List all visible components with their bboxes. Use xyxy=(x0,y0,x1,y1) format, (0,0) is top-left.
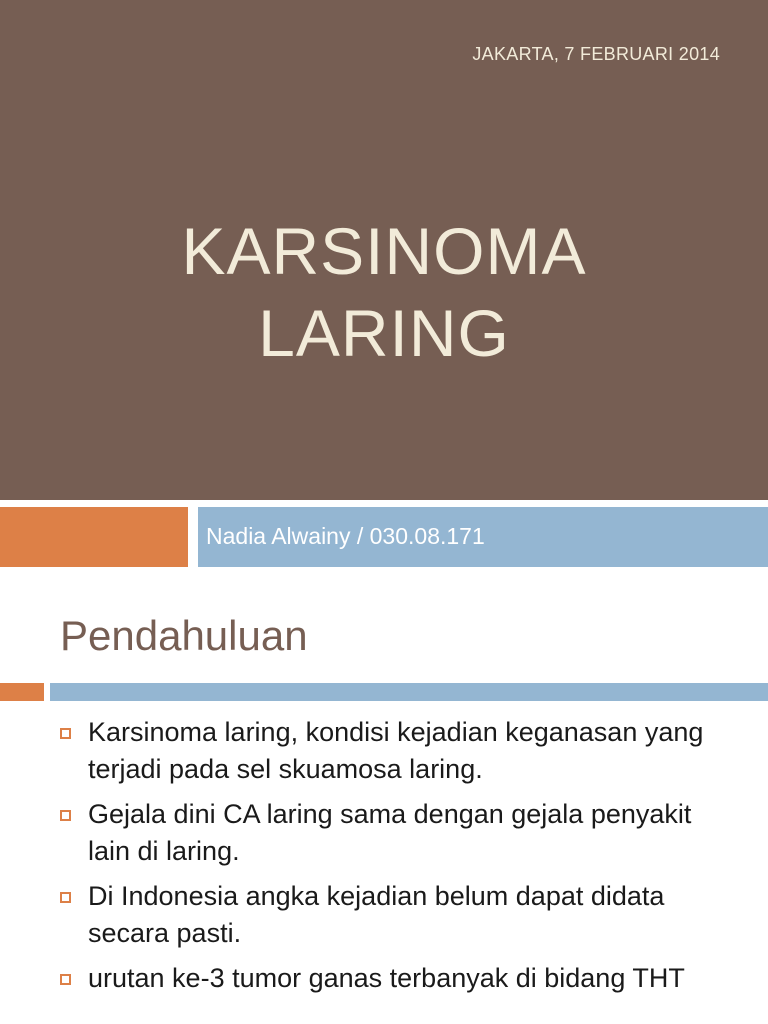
hollow-square-bullet-icon xyxy=(60,892,71,903)
bullet-text: Gejala dini CA laring sama dengan gejala penyakit lain di laring. xyxy=(88,799,692,866)
author-band xyxy=(198,507,768,567)
section-heading: Pendahuluan xyxy=(60,612,308,659)
bullet-item xyxy=(60,960,740,997)
title-line-1: KARSINOMA xyxy=(181,214,587,288)
hollow-square-bullet-icon xyxy=(60,810,71,821)
title-line-2: LARING xyxy=(258,296,510,370)
hollow-square-bullet-icon xyxy=(60,728,71,739)
presentation-title xyxy=(0,210,768,374)
blue-divider-bar xyxy=(50,683,768,701)
bullet-list xyxy=(60,714,740,1005)
bullet-item xyxy=(60,714,740,788)
orange-divider-bar xyxy=(0,683,44,701)
orange-accent-band xyxy=(0,507,188,567)
bullet-item xyxy=(60,878,740,952)
hollow-square-bullet-icon xyxy=(60,974,71,985)
bullet-text: urutan ke-3 tumor ganas terbanyak di bidang THT xyxy=(88,963,685,993)
title-slide xyxy=(0,0,768,500)
author-name: Nadia Alwainy / 030.08.171 xyxy=(206,523,485,549)
bullet-text: Di Indonesia angka kejadian belum dapat didata secara pasti. xyxy=(88,881,665,948)
bullet-item xyxy=(60,796,740,870)
bullet-text: Karsinoma laring, kondisi kejadian keganasan yang terjadi pada sel skuamosa laring. xyxy=(88,717,704,784)
presentation-date: JAKARTA, 7 FEBRUARI 2014 xyxy=(472,44,720,64)
